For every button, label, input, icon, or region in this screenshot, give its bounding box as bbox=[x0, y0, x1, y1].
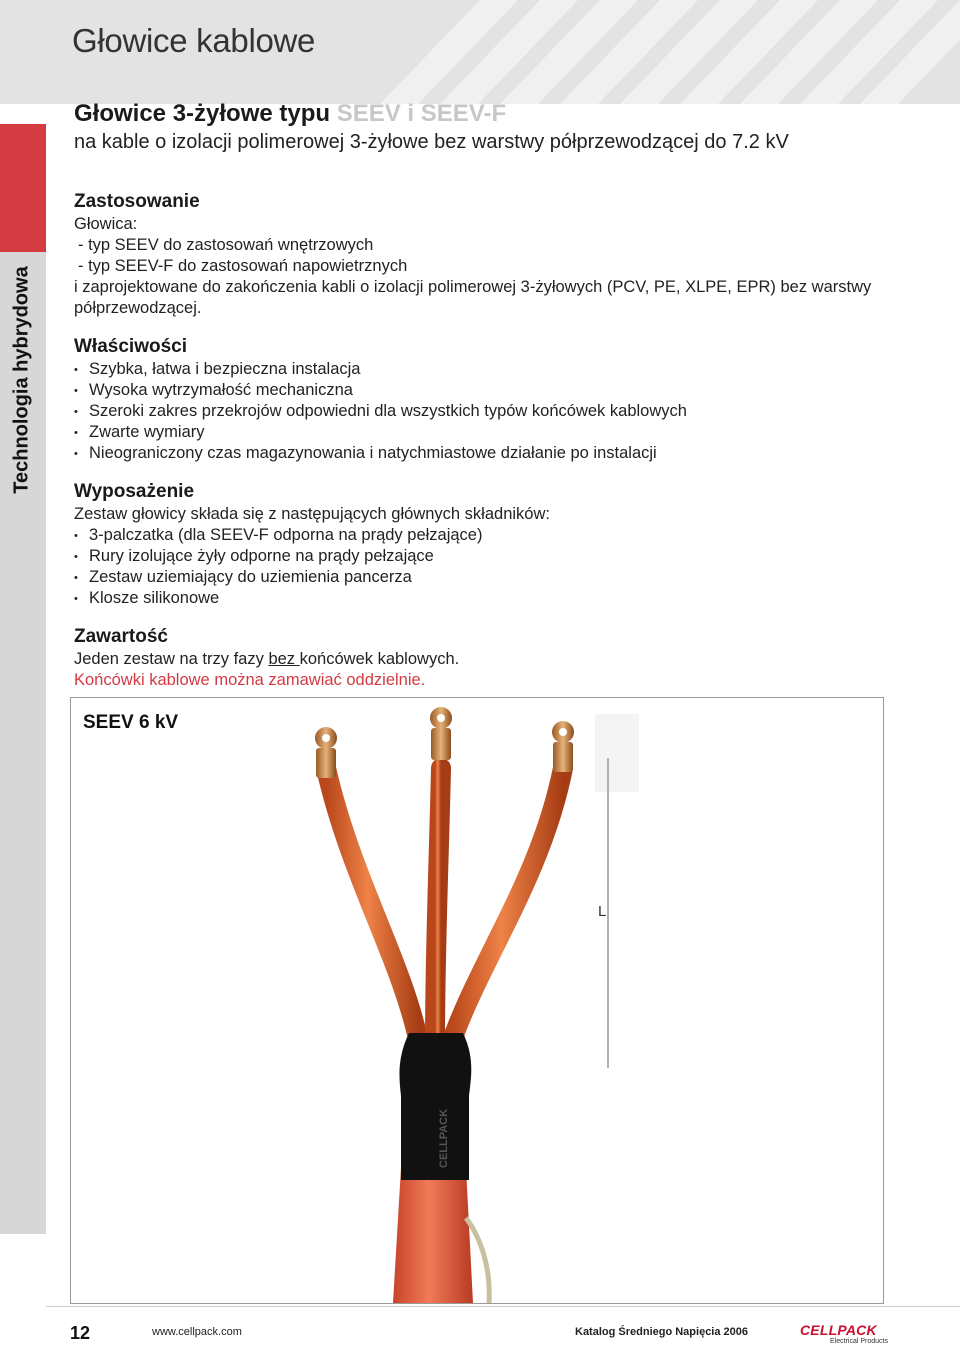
figure-label: SEEV 6 kV bbox=[83, 712, 179, 733]
list-item bbox=[74, 401, 934, 422]
logo-subtext: Electrical Products bbox=[830, 1338, 888, 1345]
wlasciwosci-list bbox=[74, 359, 934, 464]
list-item bbox=[74, 588, 934, 609]
bullet-icon: • bbox=[74, 448, 78, 460]
list-item bbox=[74, 380, 934, 401]
zawartosc-note: Końcówki kablowe można zamawiać oddzielnie. bbox=[74, 671, 426, 689]
cable-core-middle bbox=[435, 768, 441, 1043]
list-item bbox=[74, 359, 934, 380]
zawartosc-text: Jeden zestaw na trzy fazy bbox=[74, 650, 269, 668]
list-item-text: Szybka, łatwa i bezpieczna instalacja bbox=[89, 360, 361, 378]
list-item bbox=[74, 567, 934, 588]
footer-catalog: Katalog Średniego Napięcia 2006 bbox=[575, 1326, 749, 1338]
header-stripes bbox=[380, 0, 960, 104]
wyposazenie-heading: Wyposażenie bbox=[74, 481, 195, 502]
list-item bbox=[74, 422, 934, 443]
bullet-icon: • bbox=[74, 406, 78, 418]
dimension-label: L bbox=[598, 903, 607, 920]
section-title-types: SEEV i SEEV-F bbox=[336, 100, 507, 127]
zawartosc-heading: Zawartość bbox=[74, 626, 168, 647]
cable-core-right bbox=[451, 768, 563, 1043]
cellpack-logo bbox=[800, 1322, 890, 1350]
page-title: Głowice kablowe bbox=[72, 22, 316, 59]
cable-lug bbox=[552, 721, 574, 772]
cable-sheath bbox=[393, 1168, 473, 1303]
bullet-icon: • bbox=[74, 385, 78, 397]
zawartosc-block bbox=[74, 625, 934, 691]
zastosowanie-block bbox=[74, 190, 934, 319]
list-item bbox=[74, 443, 934, 464]
bullet-icon: • bbox=[74, 593, 78, 605]
zastosowanie-intro: Głowica: bbox=[74, 215, 138, 233]
breakout-boot bbox=[399, 1033, 471, 1180]
cable-core-left bbox=[326, 768, 419, 1043]
list-item-text: Klosze silikonowe bbox=[89, 589, 220, 607]
bullet-icon: • bbox=[74, 530, 78, 542]
list-item-text: Wysoka wytrzymałość mechaniczna bbox=[89, 381, 353, 399]
product-figure bbox=[70, 697, 884, 1304]
boot-text: CELLPACK bbox=[438, 1108, 450, 1168]
zastosowanie-item: - typ SEEV do zastosowań wnętrzowych bbox=[78, 236, 374, 254]
list-item-text: Rury izolujące żyły odporne na prądy pełzające bbox=[89, 547, 434, 565]
wyposazenie-intro: Zestaw głowicy składa się z następujących głównych składników: bbox=[74, 505, 550, 523]
zawartosc-underlined: bez bbox=[268, 650, 300, 668]
bullet-icon: • bbox=[74, 572, 78, 584]
list-item bbox=[74, 546, 934, 567]
header-band bbox=[0, 0, 960, 104]
list-item-text: 3-palczatka (dla SEEV-F odporna na prądy pełzające) bbox=[89, 526, 483, 544]
zastosowanie-item: - typ SEEV-F do zastosowań napowietrznych bbox=[78, 257, 408, 275]
zawartosc-text: końcówek kablowych. bbox=[299, 650, 460, 668]
section-subtitle: na kable o izolacji polimerowej 3-żyłowe bez warstwy półprzewodzącej do 7.2 kV bbox=[74, 131, 789, 153]
bullet-icon: • bbox=[74, 551, 78, 563]
side-tab-accent bbox=[0, 124, 46, 252]
section-title-main: Głowice 3-żyłowe typu bbox=[74, 100, 337, 127]
wlasciwosci-block bbox=[74, 335, 934, 464]
zastosowanie-heading: Zastosowanie bbox=[74, 191, 200, 212]
cable-lug bbox=[430, 707, 452, 760]
cable-lug bbox=[315, 727, 337, 778]
footer-divider bbox=[46, 1306, 960, 1307]
logo-text: CELLPACK bbox=[800, 1322, 877, 1338]
cable-termination-image bbox=[71, 698, 883, 1303]
list-item-text: Nieograniczony czas magazynowania i natychmiastowe działanie po instalacji bbox=[89, 444, 657, 462]
page-number: 12 bbox=[70, 1323, 91, 1343]
dimension-marker bbox=[595, 714, 639, 792]
side-tab-label: Technologia hybrydowa bbox=[10, 266, 33, 494]
content bbox=[74, 190, 934, 707]
wyposazenie-list bbox=[74, 525, 934, 609]
bullet-icon: • bbox=[74, 364, 78, 376]
list-item bbox=[74, 525, 934, 546]
wlasciwosci-heading: Właściwości bbox=[74, 336, 187, 357]
zawartosc-line bbox=[74, 649, 934, 670]
footer-url[interactable]: www.cellpack.com bbox=[152, 1326, 242, 1338]
list-item-text: Zestaw uziemiający do uziemienia pancerza bbox=[89, 568, 412, 586]
section-title bbox=[74, 100, 506, 128]
bullet-icon: • bbox=[74, 427, 78, 439]
wyposazenie-block bbox=[74, 480, 934, 609]
list-item-text: Zwarte wymiary bbox=[89, 423, 205, 441]
zastosowanie-description: i zaprojektowane do zakończenia kabli o izolacji polimerowej 3-żyłowych (PCV, PE, XLPE, EPR) bez warstwy półprzewodzącej. bbox=[74, 278, 872, 317]
list-item-text: Szeroki zakres przekrojów odpowiedni dla wszystkich typów końcówek kablowych bbox=[89, 402, 687, 420]
